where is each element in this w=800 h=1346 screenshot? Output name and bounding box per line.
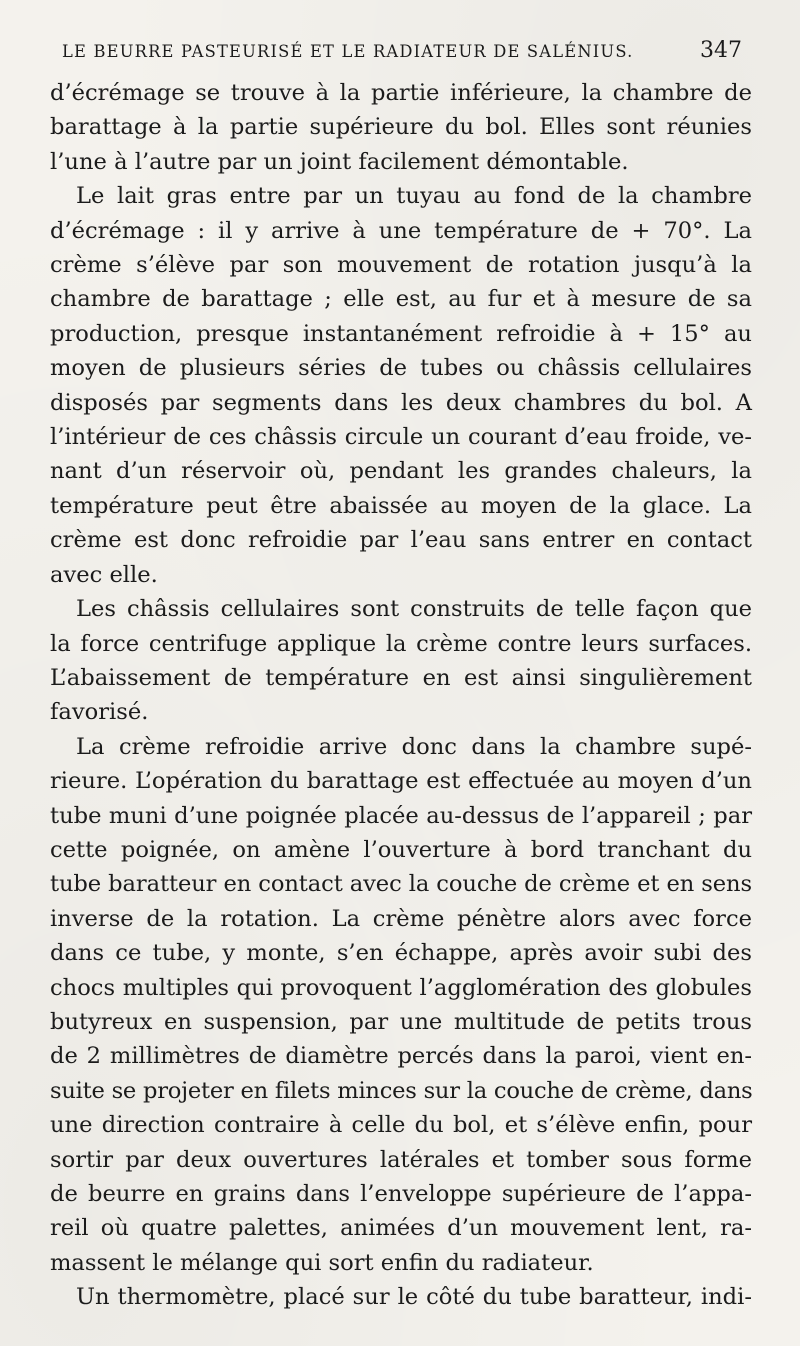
- text-line: sortir par deux ouvertures latérales et tomber sous forme: [50, 1146, 752, 1173]
- text-line: d’écrémage se trouve à la partie inférieure, la chambre de: [50, 80, 752, 106]
- text-line: butyreux en suspension, par une multitude de petits trous: [50, 1008, 752, 1035]
- text-line: de 2 millimètres de diamètre percés dans la paroi, vient en-: [50, 1043, 752, 1070]
- text-line: nant d’un réservoir où, pendant les grandes chaleurs, la: [50, 458, 752, 485]
- running-head: [62, 38, 742, 68]
- text-line: chambre de barattage ; elle est, au fur et à mesure de sa: [50, 286, 752, 313]
- text-line: tube muni d’une poignée placée au-dessus de l’appareil ; par: [50, 802, 752, 829]
- text-line: Les châssis cellulaires sont construits de telle façon que: [76, 596, 752, 623]
- text-line: disposés par segments dans les deux chambres du bol. A: [50, 389, 752, 416]
- text-line: barattage à la partie supérieure du bol. Elles sont réunies: [50, 114, 752, 141]
- text-line: de beurre en grains dans l’enveloppe supérieure de l’appa-: [50, 1181, 752, 1207]
- text-line: dans ce tube, y monte, s’en échappe, après avoir subi des: [50, 940, 752, 967]
- text-line: une direction contraire à celle du bol, et s’élève enfin, pour: [50, 1112, 752, 1139]
- text-line: l’intérieur de ces châssis circule un courant d’eau froide, ve-: [50, 424, 752, 451]
- paragraph: [50, 592, 752, 730]
- paragraph: [50, 179, 752, 592]
- text-line: avec elle.: [50, 561, 158, 588]
- text-line: crème s’élève par son mouvement de rotation jusqu’à la: [50, 252, 752, 279]
- text-line: favorisé.: [50, 699, 149, 726]
- text-line: reil où quatre palettes, animées d’un mouvement lent, ra-: [50, 1215, 752, 1242]
- page-number: 347: [700, 38, 742, 63]
- text-line: moyen de plusieurs séries de tubes ou châssis cellulaires: [50, 355, 752, 382]
- text-line: Le lait gras entre par un tuyau au fond de la chambre: [76, 183, 752, 210]
- text-line: inverse de la rotation. La crème pénètre alors avec force: [50, 905, 752, 932]
- text-line: l’une à l’autre par un joint facilement démontable.: [50, 148, 629, 175]
- text-line: La crème refroidie arrive donc dans la chambre supé-: [76, 733, 752, 760]
- body-text: [50, 76, 752, 1315]
- text-line: rieure. L’opération du barattage est effectuée au moyen d’un: [50, 768, 752, 795]
- running-title: LE BEURRE PASTEURISÉ ET LE RADIATEUR DE SALÉNIUS.: [62, 42, 634, 61]
- text-line: Un thermomètre, placé sur le côté du tube baratteur, indi-: [76, 1284, 752, 1311]
- text-line: cette poignée, on amène l’ouverture à bord tranchant du: [50, 836, 752, 863]
- paragraph: [50, 76, 752, 179]
- paragraph: [50, 730, 752, 1281]
- text-line: tube baratteur en contact avec la couche de crème et en sens: [50, 871, 752, 898]
- text-line: massent le mélange qui sort enfin du radiateur.: [50, 1249, 594, 1276]
- text-line: d’écrémage : il y arrive à une température de + 70°. La: [50, 217, 752, 244]
- paragraph: [50, 1280, 752, 1314]
- text-line: production, presque instantanément refroidie à + 15° au: [50, 320, 752, 347]
- text-line: la force centrifuge applique la crème contre leurs surfaces.: [50, 630, 752, 657]
- text-line: chocs multiples qui provoquent l’agglomération des globules: [50, 974, 752, 1001]
- text-line: crème est donc refroidie par l’eau sans entrer en contact: [50, 527, 752, 554]
- text-line: L’abaissement de température en est ainsi singulièrement: [50, 664, 752, 691]
- text-line: température peut être abaissée au moyen de la glace. La: [50, 492, 752, 519]
- text-line: suite se projeter en filets minces sur la couche de crème, dans: [50, 1077, 753, 1104]
